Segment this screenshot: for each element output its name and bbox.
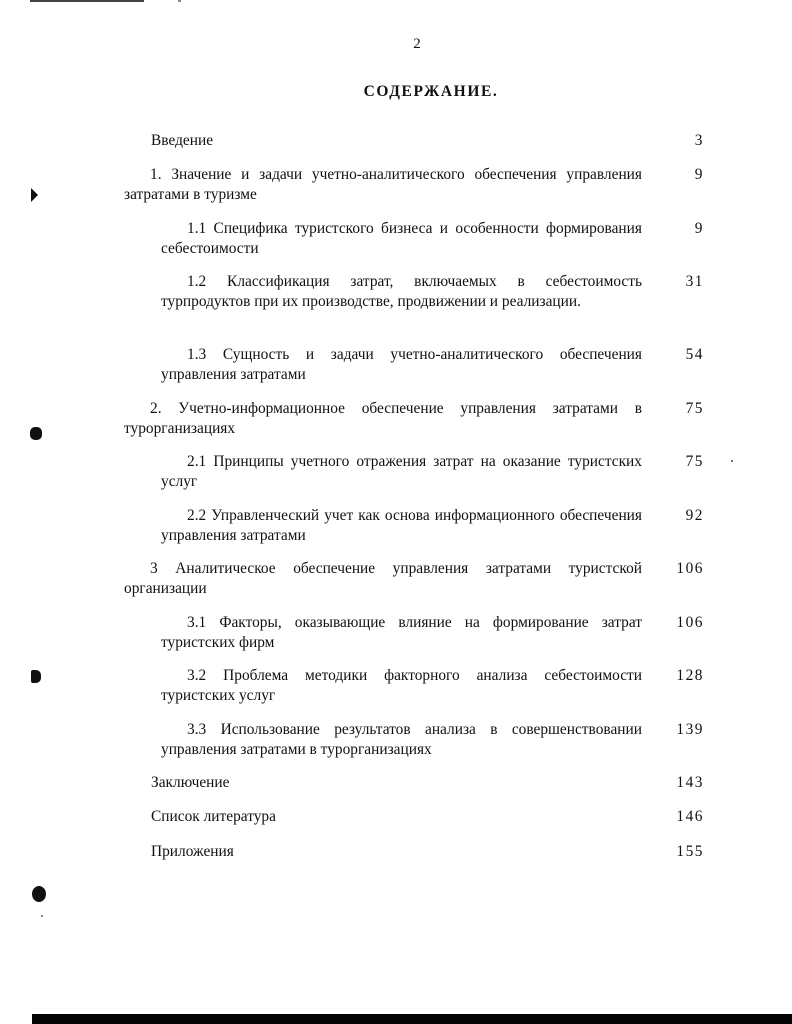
- toc-entry-page: 146: [676, 808, 704, 825]
- toc-entry-page: 155: [676, 843, 704, 860]
- toc-entry-label: 3.1 Факторы, оказывающие влияние на формирование затрат туристских фирм: [161, 614, 642, 651]
- toc-entry-page: 9: [694, 220, 704, 237]
- page-title: СОДЕРЖАНИЕ.: [363, 83, 499, 100]
- toc-entry-label: 1. Значение и задачи учетно-аналитического обеспечения управления затратами в туризме: [124, 166, 642, 203]
- toc-entry-page: 128: [676, 667, 704, 684]
- toc-entry-page: 54: [685, 346, 704, 363]
- toc-entry-label: Заключение: [151, 774, 230, 791]
- binding-hole-mark: [32, 886, 46, 902]
- toc-entry-label: 3 Аналитическое обеспечение управления затратами туристской организации: [124, 560, 642, 597]
- toc-entry-page: 92: [685, 507, 704, 524]
- toc-entry-label: 3.2 Проблема методики факторного анализа себестоимости туристских услуг: [161, 667, 642, 704]
- scan-bottom-edge: [32, 1014, 792, 1024]
- toc-entry-label: 1.3 Сущность и задачи учетно-аналитического обеспечения управления затратами: [161, 346, 642, 383]
- scan-speck: [41, 915, 43, 917]
- toc-entry-label: 1.2 Классификация затрат, включаемых в себестоимость турпродуктов при их производстве, продвижении и реализации.: [161, 273, 642, 310]
- scan-edge-line: [30, 0, 144, 2]
- toc-entry-label: 2.1 Принципы учетного отражения затрат на оказание туристских услуг: [161, 453, 642, 490]
- toc-entry-page: 75: [685, 453, 704, 470]
- page-number: 2: [413, 36, 421, 52]
- toc-entry-label: 3.3 Использование результатов анализа в совершенствовании управления затратами в турорганизациях: [161, 721, 642, 758]
- toc-entry-page: 106: [676, 560, 704, 577]
- toc-entry-label: Введение: [151, 132, 214, 149]
- toc-entry-page: 31: [685, 273, 704, 290]
- toc-entry-page: 9: [694, 166, 704, 183]
- toc-entry-page: 106: [676, 614, 704, 631]
- toc-entry-page: 143: [676, 774, 704, 791]
- toc-entry-page: 75: [685, 400, 704, 417]
- toc-entry-label: 1.1 Специфика туристского бизнеса и особенности формирования себестоимости: [161, 220, 642, 257]
- toc-entry-page: 139: [676, 721, 704, 738]
- toc-entry-label: 2. Учетно-информационное обеспечение управления затратами в турорганизациях: [124, 400, 642, 437]
- toc-entry-label: 2.2 Управленческий учет как основа информационного обеспечения управления затратами: [161, 507, 642, 544]
- toc-entry-page: 3: [694, 132, 704, 149]
- toc-entry-label: Список литература: [151, 808, 276, 825]
- scan-speck: [178, 0, 181, 2]
- toc-entry-label: Приложения: [151, 843, 234, 860]
